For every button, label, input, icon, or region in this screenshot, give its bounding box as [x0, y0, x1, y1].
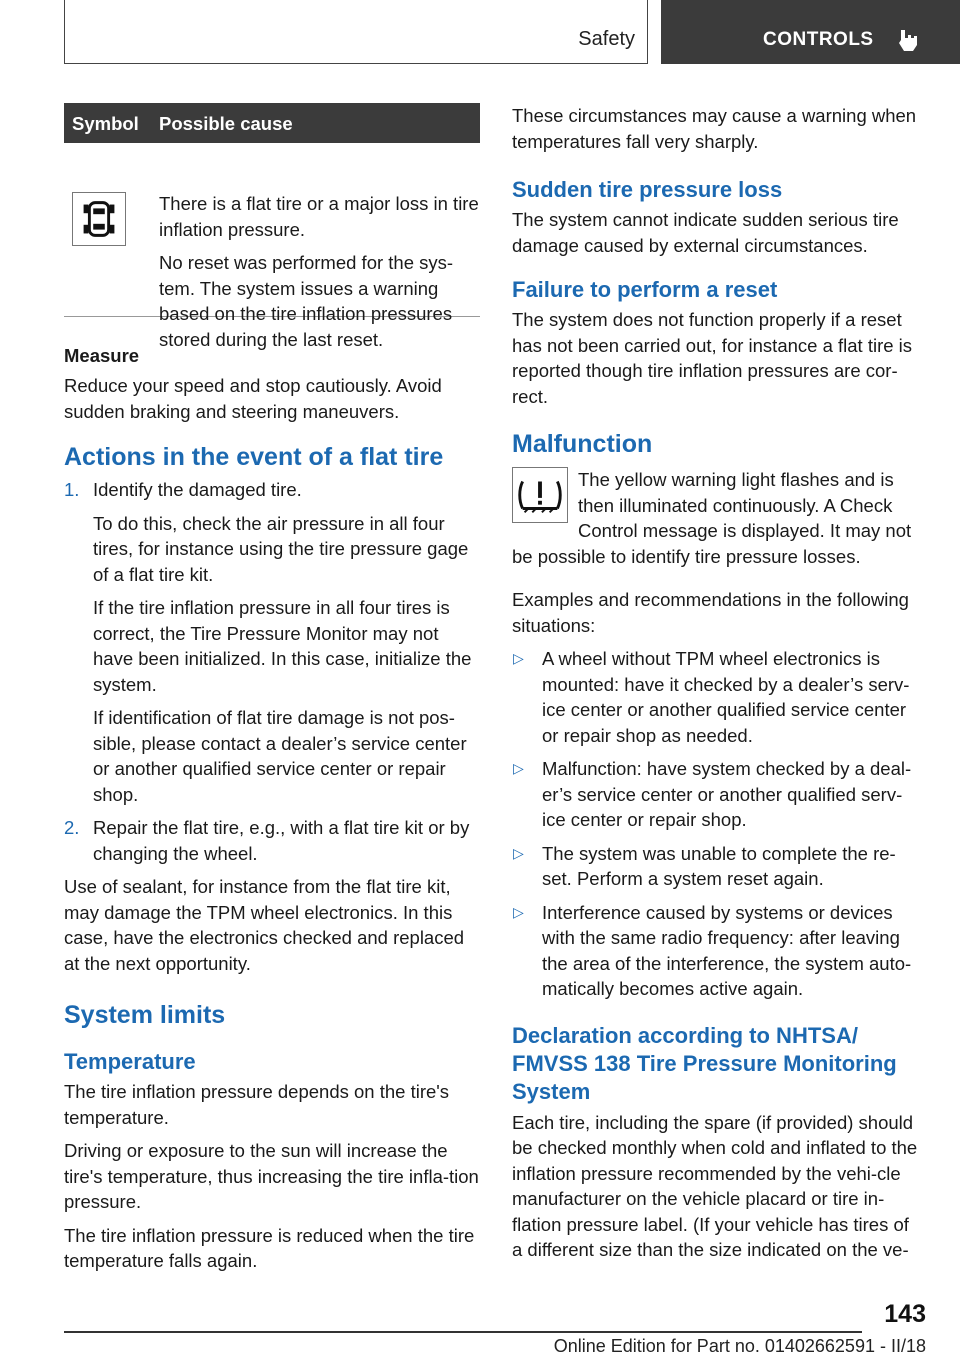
sudden-loss-text: The system cannot indicate sudden serious tire damage caused by external circumstances. [512, 209, 899, 256]
list-item [64, 815, 480, 874]
examples-text: Examples and recommendations in the following situations: [512, 589, 909, 636]
symbol-table-header [64, 103, 480, 143]
bullet-marker: ▷ [513, 650, 524, 666]
footer-edition: Online Edition for Part no. 01402662591 - II/18 [553, 1336, 926, 1356]
step-paragraph: If the tire inflation pressure in all four tires is correct, the Tire Pressure Monitor may not have been initialized. In this case, initialize the system. [93, 597, 472, 695]
malfunction-title: Malfunction [512, 430, 653, 458]
step-title: Repair the flat tire, e.g., with a flat tire kit or by changing the wheel. [93, 817, 470, 864]
system-limits-title: System limits [64, 1001, 226, 1029]
table-row [64, 143, 480, 350]
bullet-marker: ▷ [513, 903, 524, 920]
intro-text: These circumstances may cause a warning when temperatures fall very sharply. [512, 105, 917, 152]
cause-cell [159, 191, 479, 360]
table-header-symbol: Symbol [72, 113, 139, 134]
sealant-text: Use of sealant, for instance from the flat tire kit, may damage the TPM wheel electronics. In this case, have the electronics checked and replaced at the next opportunity. [64, 876, 465, 974]
list-item [64, 477, 480, 815]
bullet-marker: ▷ [513, 844, 524, 861]
reset-failure-text: The system does not function properly if a reset has not been carried out, for instance a flat tire is reported though tire inflation pressures are cor-rect. [512, 309, 913, 407]
header-chapter-label: CONTROLS [763, 29, 874, 50]
cause-text-1: There is a flat tire or a major loss in tire inflation pressure. [159, 193, 479, 240]
malfunction-text [512, 467, 924, 569]
measure-text: Reduce your speed and stop cautiously. Avoid sudden braking and steering maneuvers. [64, 375, 442, 422]
bullet-marker: ▷ [513, 760, 524, 776]
bullet-text: Interference caused by systems or devices with the same radio frequency: after leaving the area of the interference, the system auto-matically becomes active again. [542, 901, 912, 999]
temperature-text-1: The tire inflation pressure depends on the tire's temperature. [64, 1081, 450, 1128]
step-paragraph: If identification of flat tire damage is not pos-sible, please contact a dealer’s service center or another qualified service center or repair shop. [93, 707, 467, 805]
right-column [512, 103, 924, 1271]
bullet-text: A wheel without TPM wheel electronics is mounted: have it checked by a dealer’s serv-ice center or another qualified service center or repair shop as needed. [542, 648, 910, 746]
header-section-box [64, 0, 648, 64]
malfunction-text-content: The yellow warning light flashes and is then illuminated continuously. A Check Control message is displayed. It may not be possible to identify tire pressure losses. [512, 469, 912, 567]
nhtsa-text: Each tire, including the spare (if provided) should be checked monthly when cold and inflated to the inflation pressure recommended by the vehi-cle manufacturer on the vehicle placard or tire in-flation pressure label. (If your vehicle has tires of a different size than the size indicated on the ve- [512, 1111, 918, 1260]
list-item [512, 841, 924, 900]
page-number: 143 [884, 1300, 926, 1328]
sudden-loss-title: Sudden tire pressure loss [512, 177, 783, 202]
list-item [512, 756, 924, 841]
pointing-hand-icon [895, 27, 921, 53]
actions-title: Actions in the event of a flat tire [64, 443, 444, 471]
malfunction-block [512, 467, 924, 569]
step-paragraph: To do this, check the air pressure in all four tires, for instance using the tire pressure gage of a flat tire kit. [93, 512, 469, 585]
tire-pressure-warning-icon [512, 467, 568, 523]
bullet-text: Malfunction: have system checked by a deal-er’s service center or another qualified serv-ice center or repair shop. [542, 758, 912, 830]
bullet-text: The system was unable to complete the re-set. Perform a system reset again. [542, 842, 896, 889]
step-number: 2. [64, 817, 80, 838]
list-item [512, 646, 924, 756]
temperature-text-3: The tire inflation pressure is reduced when the tire temperature falls again. [64, 1224, 475, 1271]
header-section-title: Safety [578, 28, 635, 50]
step-title: Identify the damaged tire. [93, 479, 302, 500]
measure-title: Measure [64, 345, 140, 366]
footer-divider [64, 1331, 862, 1333]
list-item [512, 900, 924, 1010]
header-chapter-tab [661, 0, 960, 64]
step-number: 1. [64, 479, 80, 500]
cause-text-2: No reset was performed for the sys-tem. The system issues a warning based on the tire inflation pressures stored during the last reset. [159, 252, 454, 350]
temperature-title: Temperature [64, 1049, 196, 1074]
flat-tire-car-icon [72, 192, 126, 246]
table-header-cause: Possible cause [159, 113, 293, 134]
reset-failure-title: Failure to perform a reset [512, 277, 778, 302]
temperature-text-2: Driving or exposure to the sun will increase the tire's temperature, thus increasing the tire infla-tion pressure. [64, 1140, 479, 1212]
left-column [64, 103, 480, 1282]
nhtsa-title: Declaration according to NHTSA/ FMVSS 138 Tire Pressure Monitoring System [512, 1022, 897, 1104]
